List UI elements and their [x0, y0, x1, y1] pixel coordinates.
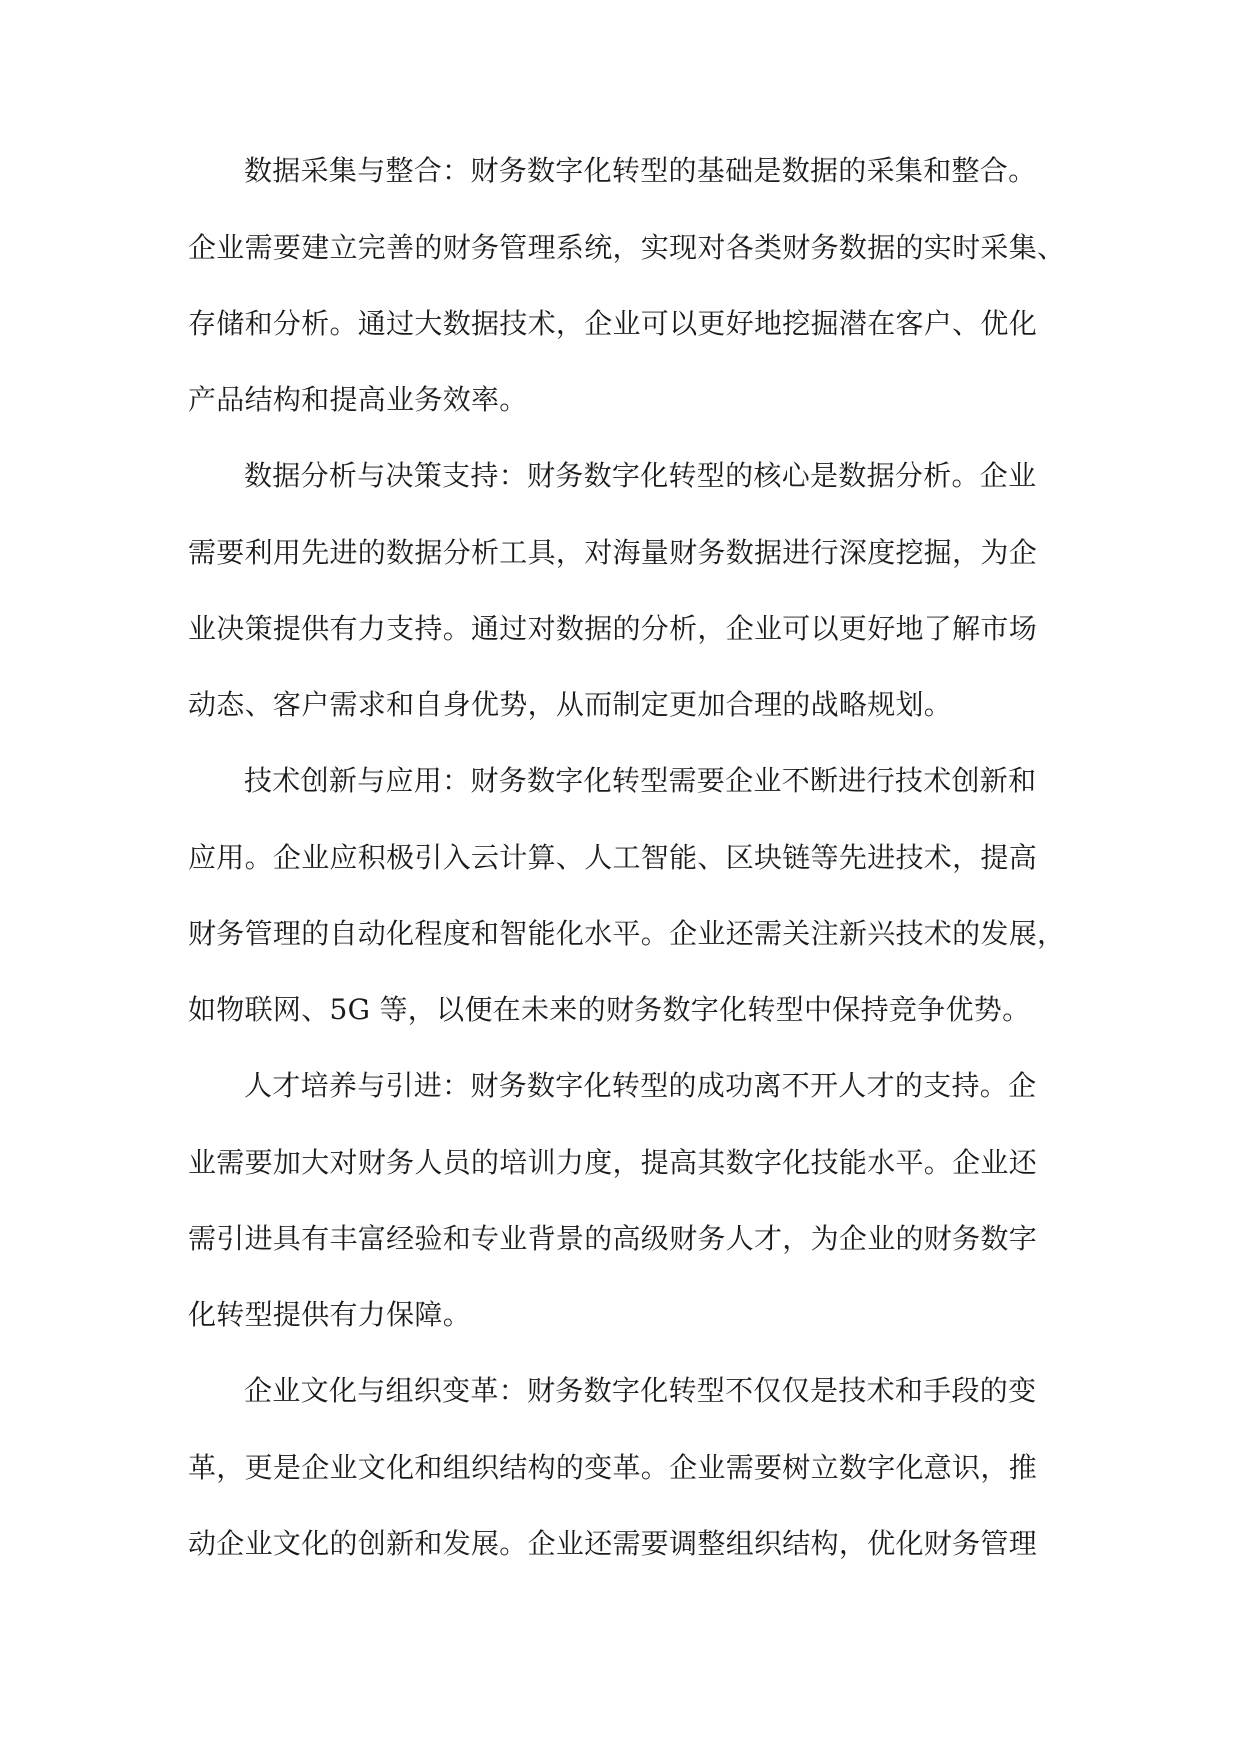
paragraph-line: 企业需要建立完善的财务管理系统，实现对各类财务数据的实时采集、 — [188, 231, 1066, 264]
paragraph-line: 产品结构和提高业务效率。 — [188, 383, 528, 416]
paragraph-line: 如物联网、5G 等，以便在未来的财务数字化转型中保持竞争优势。 — [188, 993, 1031, 1026]
paragraph-line: 技术创新与应用：财务数字化转型需要企业不断进行技术创新和 — [244, 764, 1037, 797]
paragraph-line: 存储和分析。通过大数据技术，企业可以更好地挖掘潜在客户、优化 — [188, 307, 1038, 340]
paragraph-line: 数据分析与决策支持：财务数字化转型的核心是数据分析。企业 — [244, 459, 1037, 492]
paragraph-line: 化转型提供有力保障。 — [188, 1298, 472, 1331]
paragraph-line: 动企业文化的创新和发展。企业还需要调整组织结构，优化财务管理 — [188, 1527, 1038, 1560]
paragraph-line: 需引进具有丰富经验和专业背景的高级财务人才，为企业的财务数字 — [188, 1222, 1038, 1255]
paragraph-line: 业需要加大对财务人员的培训力度，提高其数字化技能水平。企业还 — [188, 1146, 1038, 1179]
paragraph-line: 应用。企业应积极引入云计算、人工智能、区块链等先进技术，提高 — [188, 841, 1038, 874]
paragraph-line: 业决策提供有力支持。通过对数据的分析，企业可以更好地了解市场 — [188, 612, 1038, 645]
paragraph-line: 需要利用先进的数据分析工具，对海量财务数据进行深度挖掘，为企 — [188, 536, 1038, 569]
paragraph-line: 革，更是企业文化和组织结构的变革。企业需要树立数字化意识，推 — [188, 1451, 1038, 1484]
paragraph-line: 人才培养与引进：财务数字化转型的成功离不开人才的支持。企 — [244, 1069, 1037, 1102]
paragraph-line: 数据采集与整合：财务数字化转型的基础是数据的采集和整合。 — [244, 154, 1037, 187]
paragraph-line: 动态、客户需求和自身优势，从而制定更加合理的战略规划。 — [188, 688, 953, 721]
paragraph-line: 财务管理的自动化程度和智能化水平。企业还需关注新兴技术的发展， — [188, 917, 1066, 950]
paragraph-line: 企业文化与组织变革：财务数字化转型不仅仅是技术和手段的变 — [244, 1374, 1037, 1407]
